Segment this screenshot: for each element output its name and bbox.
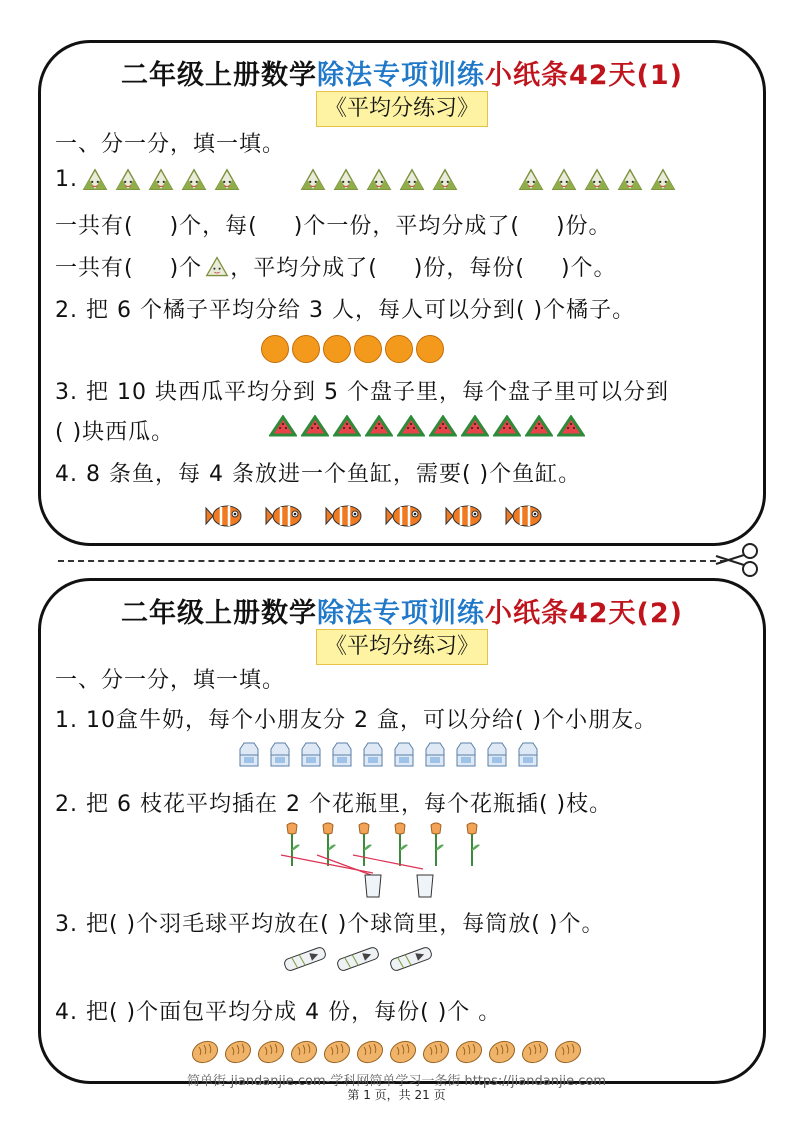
zongzi-icon <box>550 167 578 193</box>
orange-icon <box>416 335 444 363</box>
milk-box-icon <box>237 741 261 767</box>
zongzi-icon <box>114 167 142 193</box>
card-title <box>41 53 763 92</box>
bread-icon <box>455 1039 483 1065</box>
card-subtitle: 《平均分练习》 <box>316 629 488 665</box>
zongzi-group-3 <box>517 167 682 193</box>
q1-text: 1. 10盒牛奶，每个小朋友分 2 盒，可以分给( )个小朋友。 <box>55 708 658 733</box>
watermelon-icon <box>493 415 521 437</box>
zongzi-icon <box>365 167 393 193</box>
bread-icon <box>224 1039 252 1065</box>
q4-text: 4. 把( )个面包平均分成 4 份，每份( )个 。 <box>55 1000 502 1025</box>
shuttlecock-tube-icon <box>334 947 382 971</box>
q3-line-1: 3. 把 10 块西瓜平均分到 5 个盘子里，每个盘子里可以分到 <box>55 380 669 405</box>
watermelon-icon <box>557 415 585 437</box>
q1-text-c: ，平均分成了( <box>230 256 378 281</box>
milk-box-icon <box>454 741 478 767</box>
q1-text-e: )个。 <box>560 256 617 281</box>
q2-text: 2. 把 6 个橘子平均分给 3 人，每人可以分到( )个橘子。 <box>55 298 636 323</box>
vase-icon <box>365 875 381 897</box>
watermelon-icon <box>301 415 329 437</box>
milk-box-icon <box>330 741 354 767</box>
watermelon-row <box>269 415 589 437</box>
clownfish-icon <box>385 503 423 529</box>
title-grade: 二年级上册数学 <box>120 60 317 91</box>
watermelon-icon <box>397 415 425 437</box>
watermelon-icon <box>365 415 393 437</box>
page-indicator: 第 1 页，共 21 页 <box>347 1088 446 1102</box>
zongzi-icon <box>649 167 677 193</box>
zongzi-icon <box>299 167 327 193</box>
orange-icon <box>385 335 413 363</box>
milk-box-icon <box>423 741 447 767</box>
card-title <box>41 591 763 630</box>
bread-icon <box>554 1039 582 1065</box>
milk-box-icon <box>516 741 540 767</box>
zongzi-icon <box>616 167 644 193</box>
shuttlecock-tube-icon <box>387 947 435 971</box>
zongzi-icon <box>398 167 426 193</box>
q3-line-2: ( )块西瓜。 <box>55 420 175 445</box>
watermelon-icon <box>333 415 361 437</box>
bread-row <box>191 1039 587 1065</box>
vase-diagram <box>273 849 473 909</box>
q4-text: 4. 8 条鱼，每 4 条放进一个鱼缸，需要( )个鱼缸。 <box>55 462 582 487</box>
milk-box-icon <box>392 741 416 767</box>
bread-icon <box>488 1039 516 1065</box>
milk-box-icon <box>299 741 323 767</box>
zongzi-icon <box>332 167 360 193</box>
section-heading: 一、分一分，填一填。 <box>55 132 286 157</box>
bread-icon <box>191 1039 219 1065</box>
watermelon-icon <box>525 415 553 437</box>
tube-row <box>281 947 440 971</box>
zongzi-group-2 <box>299 167 464 193</box>
q2-text: 2. 把 6 枝花平均插在 2 个花瓶里，每个花瓶插( )枝。 <box>55 792 613 817</box>
shuttlecock-tube-icon <box>281 947 329 971</box>
orange-row <box>261 335 447 363</box>
zongzi-icon <box>81 167 109 193</box>
bread-icon <box>356 1039 384 1065</box>
vase-icon <box>417 875 433 897</box>
zongzi-icon <box>213 167 241 193</box>
card-subtitle: 《平均分练习》 <box>316 91 488 127</box>
q1-text-a: 一共有( <box>55 214 134 239</box>
q1-text-d: )份，每份( <box>413 256 525 281</box>
title-grade: 二年级上册数学 <box>120 598 317 629</box>
zongzi-group-1 <box>81 167 246 193</box>
zongzi-icon <box>204 255 230 279</box>
milk-row <box>237 741 547 767</box>
watermelon-icon <box>461 415 489 437</box>
watermelon-icon <box>429 415 457 437</box>
milk-box-icon <box>485 741 509 767</box>
bread-icon <box>257 1039 285 1065</box>
bread-icon <box>422 1039 450 1065</box>
exercise-card-2 <box>38 578 766 1084</box>
q1-line-2 <box>55 251 617 282</box>
zongzi-icon <box>431 167 459 193</box>
q1-text-a: 一共有( <box>55 256 134 281</box>
clownfish-icon <box>265 503 303 529</box>
orange-icon <box>292 335 320 363</box>
clownfish-icon <box>205 503 243 529</box>
q3-text: 3. 把( )个羽毛球平均放在( )个球筒里，每筒放( )个。 <box>55 912 605 937</box>
bread-icon <box>290 1039 318 1065</box>
title-topic: 除法专项训练 <box>316 60 485 91</box>
title-day: 小纸条42天(1) <box>484 60 684 91</box>
section-heading: 一、分一分，填一填。 <box>55 668 286 693</box>
fish-row <box>205 503 565 529</box>
q1-text-c: )个一份，平均分成了( <box>293 214 520 239</box>
clownfish-icon <box>505 503 543 529</box>
watermelon-icon <box>269 415 297 437</box>
clownfish-icon <box>445 503 483 529</box>
milk-box-icon <box>361 741 385 767</box>
q1-text-b: )个 <box>169 256 203 281</box>
title-topic: 除法专项训练 <box>316 598 485 629</box>
orange-icon <box>323 335 351 363</box>
footer-site: 简单街-jiandanjie.com-学科网简单学习一条街 https://jiandanjie.com <box>186 1074 607 1089</box>
exercise-card-1 <box>38 40 766 546</box>
title-day: 小纸条42天(2) <box>484 598 684 629</box>
clownfish-icon <box>325 503 363 529</box>
bread-icon <box>389 1039 417 1065</box>
zongzi-icon <box>517 167 545 193</box>
bread-icon <box>323 1039 351 1065</box>
cut-line <box>58 560 726 562</box>
bread-icon <box>521 1039 549 1065</box>
zongzi-icon <box>147 167 175 193</box>
q1-text-d: )份。 <box>555 214 612 239</box>
zongzi-icon <box>583 167 611 193</box>
scissors-icon <box>712 542 762 578</box>
orange-icon <box>354 335 382 363</box>
milk-box-icon <box>268 741 292 767</box>
orange-icon <box>261 335 289 363</box>
zongzi-icon <box>180 167 208 193</box>
q1-label: 1. <box>55 167 78 192</box>
q1-text-b: )个，每( <box>169 214 258 239</box>
q1-line-1 <box>55 209 612 240</box>
